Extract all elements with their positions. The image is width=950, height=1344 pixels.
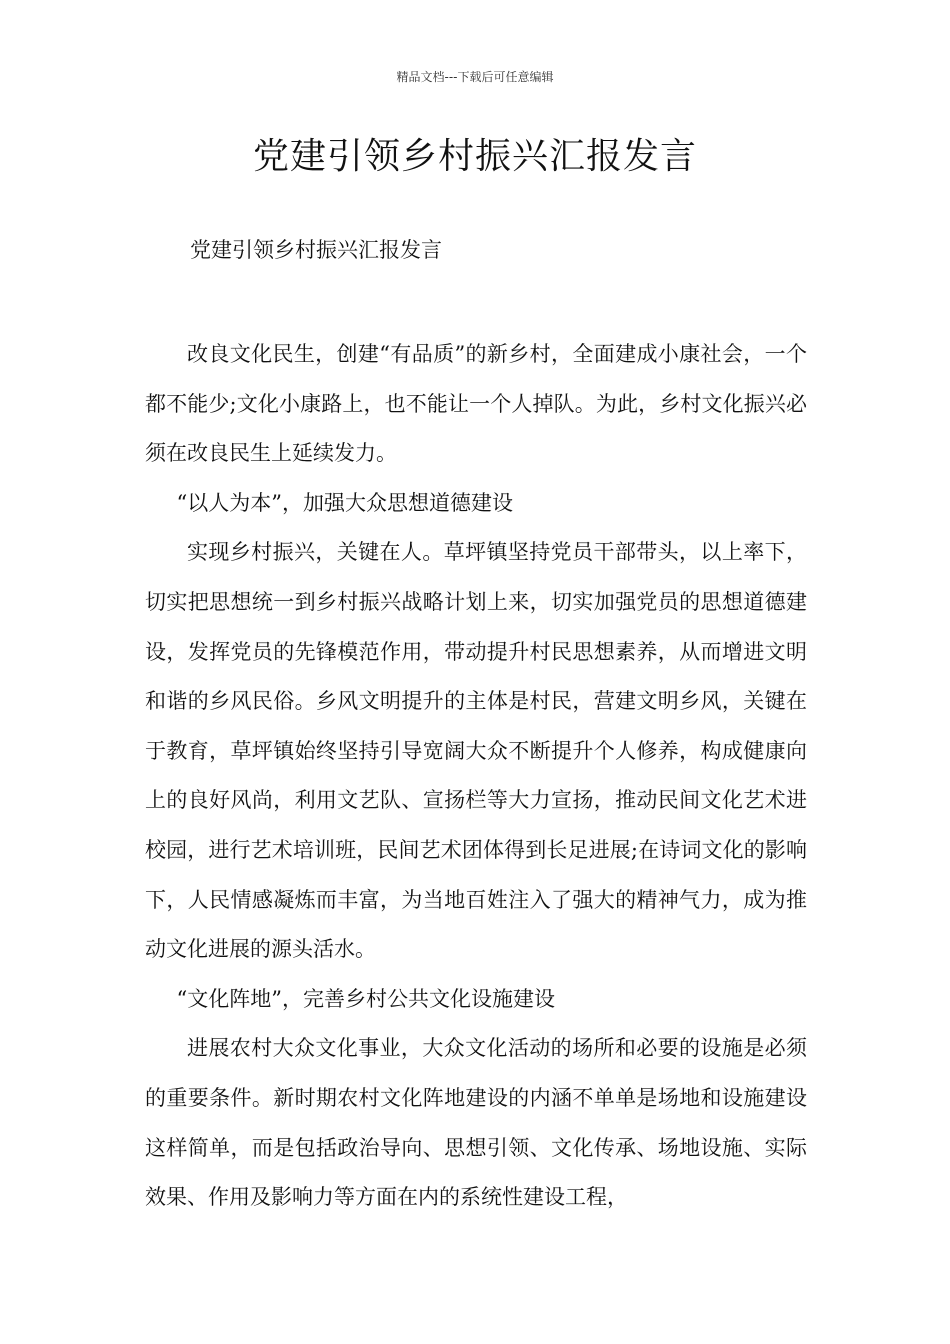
section-heading-people: “以人为本”，加强大众思想道德建设: [176, 490, 513, 515]
paragraph-people: 实现乡村振兴，关键在人。草坪镇坚持党员干部带头，以上率下，切实把思想统一到乡村振兴战略计划上来，切实加强党员的思想道德建设，发挥党员的先锋模范作用，带动提升村民思想素养，从而增进文明和谐的乡风民俗。乡风文明提升的主体是村民，营建文明乡风，关键在于教育，草坪镇始终坚持引导宽阔大众不断提升个人修养，构成健康向上的良好风尚，利用文艺队、宣扬栏等大力宣扬，推动民间文化艺术进校园，进行艺术培训班，民间艺术团体得到长足进展;在诗词文化的影响下，人民情感凝炼而丰富，为当地百姓注入了强大的精神气力，成为推动文化进展的源头活水。: [145, 540, 807, 962]
paragraph-culture: 进展农村大众文化事业，大众文化活动的场所和必要的设施是必须的重要条件。新时期农村文化阵地建设的内涵不单单是场地和设施建设这样简单，而是包括政治导向、思想引领、文化传承、场地设施、实际效果、作用及影响力等方面在内的系统性建设工程，: [145, 1036, 807, 1210]
document-subtitle: 党建引领乡村振兴汇报发言: [190, 238, 442, 262]
document-title: 党建引领乡村振兴汇报发言: [252, 136, 697, 177]
paragraph-intro: 改良文化民生，创建“有品质”的新乡村，全面建成小康社会，一个都不能少;文化小康路上，也不能让一个人掉队。为此，乡村文化振兴必须在改良民生上延续发力。: [145, 342, 807, 466]
section-heading-culture: “文化阵地”，完善乡村公共文化设施建设: [176, 986, 555, 1011]
header-note: 精品文档---下载后可任意编辑: [396, 70, 554, 84]
document-body: [145, 330, 807, 1223]
